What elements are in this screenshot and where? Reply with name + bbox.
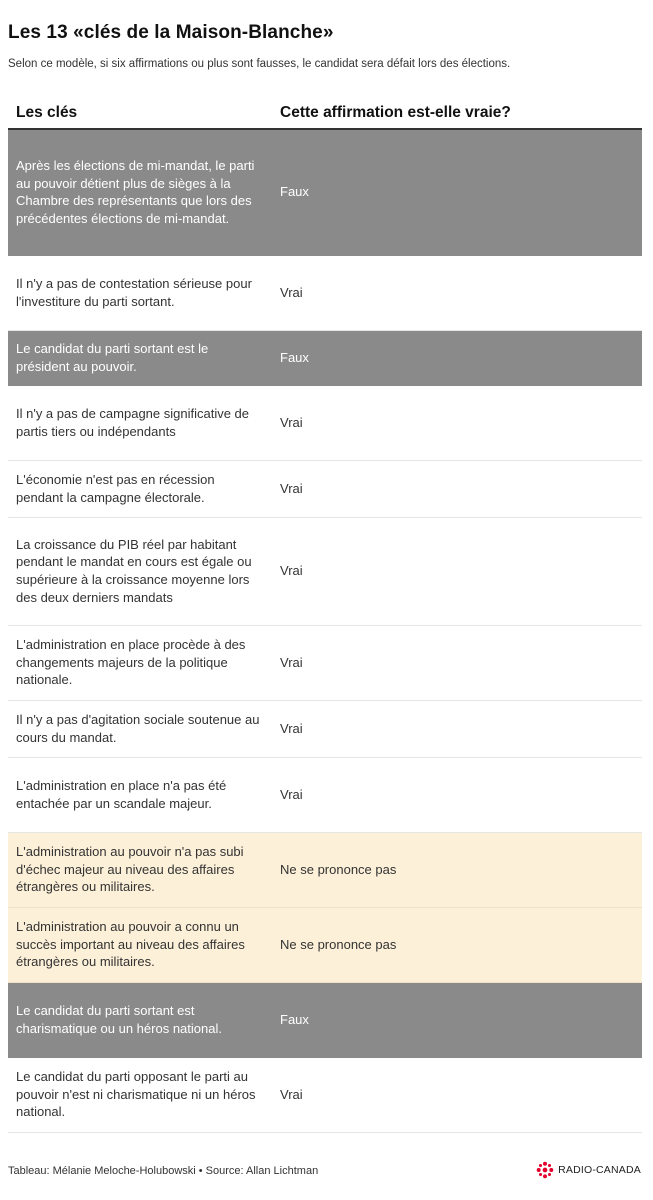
- key-answer: Vrai: [272, 757, 642, 832]
- table-row: [8, 625, 642, 700]
- page-title: Les 13 «clés de la Maison-Blanche»: [8, 22, 334, 43]
- key-answer: Faux: [272, 330, 642, 385]
- table-row: [8, 385, 642, 460]
- key-statement: Le candidat du parti opposant le parti au pouvoir n'est ni charismatique ni un héros national.: [8, 1057, 272, 1132]
- table-header-row: [8, 97, 642, 129]
- key-statement: L'administration au pouvoir a connu un succès important au niveau des affaires étrangères ou militaires.: [8, 907, 272, 982]
- key-statement: L'économie n'est pas en récession pendant la campagne électorale.: [8, 460, 272, 517]
- key-answer: Ne se prononce pas: [272, 907, 642, 982]
- radio-canada-gem-icon: [536, 1161, 554, 1179]
- key-answer: Faux: [272, 129, 642, 255]
- key-answer: Vrai: [272, 625, 642, 700]
- table-row: [8, 757, 642, 832]
- key-answer: Vrai: [272, 385, 642, 460]
- key-statement: Le candidat du parti sortant est le président au pouvoir.: [8, 330, 272, 385]
- table-row: [8, 330, 642, 385]
- page-subtitle: Selon ce modèle, si six affirmations ou plus sont fausses, le candidat sera défait lors des élections.: [8, 58, 511, 70]
- key-statement: L'administration en place procède à des changements majeurs de la politique nationale.: [8, 625, 272, 700]
- table-row: [8, 129, 642, 255]
- table-row: [8, 1057, 642, 1132]
- key-statement: Il n'y a pas de campagne significative de partis tiers ou indépendants: [8, 385, 272, 460]
- key-statement: Après les élections de mi-mandat, le parti au pouvoir détient plus de sièges à la Chambre des représentants que lors des précédentes élections de mi-mandat.: [8, 129, 272, 255]
- key-statement: Le candidat du parti sortant est charismatique ou un héros national.: [8, 982, 272, 1057]
- table-row: [8, 460, 642, 517]
- key-answer: Vrai: [272, 460, 642, 517]
- key-statement: Il n'y a pas d'agitation sociale soutenue au cours du mandat.: [8, 700, 272, 757]
- table-row: [8, 517, 642, 625]
- key-answer: Vrai: [272, 517, 642, 625]
- key-statement: Il n'y a pas de contestation sérieuse pour l'investiture du parti sortant.: [8, 255, 272, 330]
- key-answer: Ne se prononce pas: [272, 832, 642, 907]
- brand-logo: [536, 1161, 641, 1179]
- table-row: [8, 832, 642, 907]
- key-answer: Vrai: [272, 255, 642, 330]
- key-statement: La croissance du PIB réel par habitant pendant le mandat en cours est égale ou supérieure à la croissance moyenne lors des deux derniers mandats: [8, 517, 272, 625]
- key-statement: L'administration en place n'a pas été entachée par un scandale majeur.: [8, 757, 272, 832]
- table-row: [8, 700, 642, 757]
- logo-text: RADIO-CANADA: [558, 1164, 641, 1176]
- column-header-answer: Cette affirmation est-elle vraie?: [272, 97, 642, 129]
- key-answer: Vrai: [272, 1057, 642, 1132]
- table-row: [8, 907, 642, 982]
- key-answer: Vrai: [272, 700, 642, 757]
- column-header-keys: Les clés: [8, 97, 272, 129]
- keys-table: [8, 97, 642, 1133]
- key-answer: Faux: [272, 982, 642, 1057]
- key-statement: L'administration au pouvoir n'a pas subi d'échec majeur au niveau des affaires étrangères ou militaires.: [8, 832, 272, 907]
- table-row: [8, 982, 642, 1057]
- table-row: [8, 255, 642, 330]
- footer-credit: Tableau: Mélanie Meloche-Holubowski • Source: Allan Lichtman: [8, 1165, 319, 1177]
